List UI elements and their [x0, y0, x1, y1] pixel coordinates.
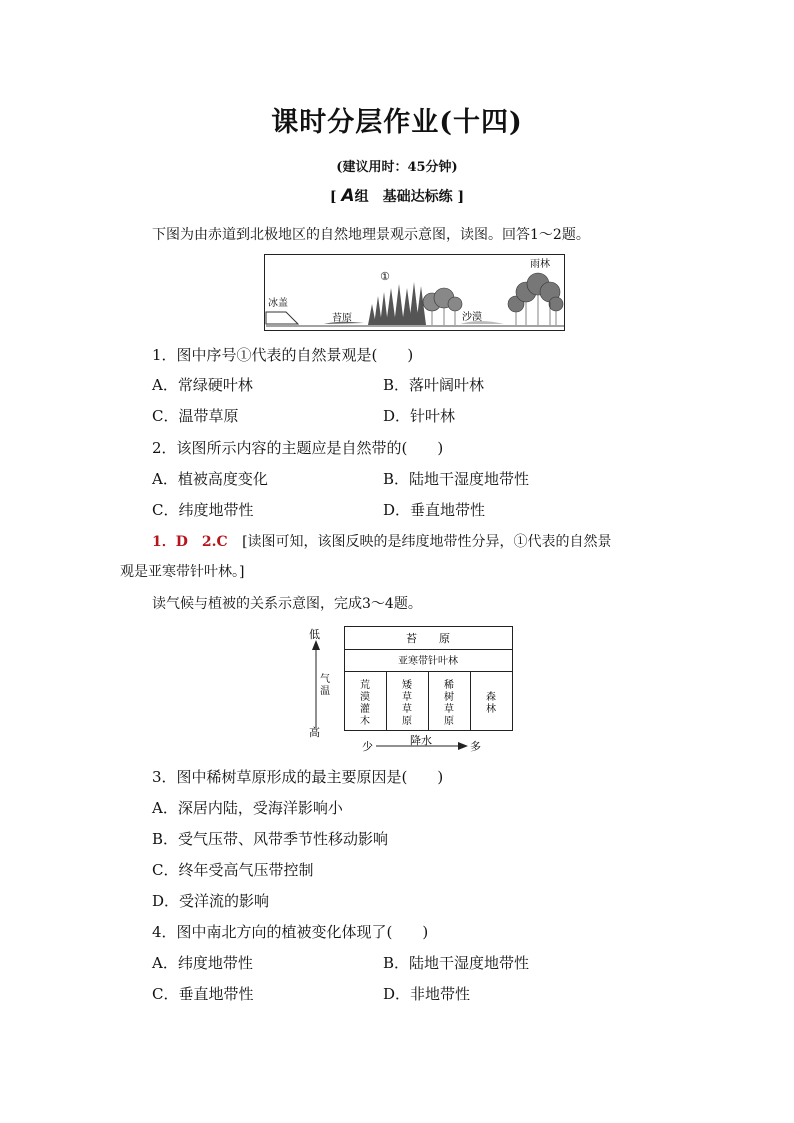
- q4-option-c: C．垂直地带性: [152, 985, 254, 1003]
- q2-option-d: D．垂直地带性: [383, 501, 486, 519]
- q1-option-b: B．落叶阔叶林: [383, 376, 485, 394]
- col2-char-2: 草: [402, 692, 412, 703]
- q3-option-b: B．受气压带、风带季节性移动影响: [152, 830, 389, 848]
- desert-label: 沙漠: [462, 312, 482, 323]
- q2-option-a: A．植被高度变化: [152, 470, 268, 488]
- ice-label: 冰盖: [268, 298, 288, 309]
- axis-high: 高: [309, 726, 320, 739]
- col4-char-2: 林: [486, 704, 496, 715]
- q3-option-d: D．受洋流的影响: [152, 892, 270, 910]
- q4-option-d: D．非地带性: [383, 985, 471, 1003]
- axis-less: 少: [362, 740, 373, 753]
- col3-char-1: 稀: [444, 680, 454, 691]
- answer-1-2: [152, 531, 612, 551]
- col3-char-2: 树: [444, 692, 454, 703]
- col1-char-3: 灌: [360, 704, 370, 715]
- col1-char-1: 荒: [360, 680, 370, 691]
- axis-more: 多: [470, 740, 481, 753]
- q1-option-c: C．温带草原: [152, 407, 239, 425]
- group-bracket-left: [: [329, 189, 337, 205]
- intro-text-2: 读气候与植被的关系示意图，完成3～4题。: [152, 596, 422, 612]
- cell-tundra: 苔 原: [406, 632, 450, 645]
- axis-low: 低: [309, 628, 320, 641]
- col2-char-4: 原: [402, 716, 412, 727]
- col3-char-3: 草: [444, 704, 454, 715]
- q2-stem: 2．该图所示内容的主题应是自然带的( ): [152, 439, 444, 457]
- group-text: 组 基础达标练: [354, 189, 453, 205]
- landscape-figure: [264, 254, 566, 332]
- marker-label: ①: [380, 270, 390, 283]
- q1-option-d: D．针叶林: [383, 407, 456, 425]
- group-heading: [0, 186, 794, 206]
- col4-char-1: 森: [486, 692, 496, 703]
- axis-precip: 降水: [410, 734, 432, 747]
- q4-stem: 4．图中南北方向的植被变化体现了( ): [152, 923, 429, 941]
- q3-stem: 3．图中稀树草原形成的最主要原因是( ): [152, 768, 444, 786]
- intro-text-1: 下图为由赤道到北极地区的自然地理景观示意图，读图。回答1～2题。: [152, 227, 590, 243]
- q4-option-a: A．纬度地带性: [152, 954, 253, 972]
- col1-char-4: 木: [360, 716, 370, 727]
- time-hint: (建议用时：45分钟): [336, 160, 458, 175]
- rainforest-label: 雨林: [530, 259, 550, 270]
- page-title: 课时分层作业(十四): [271, 107, 523, 138]
- col3-char-4: 原: [444, 716, 454, 727]
- q2-option-c: C．纬度地带性: [152, 501, 254, 519]
- q1-option-a: A．常绿硬叶林: [152, 376, 253, 394]
- group-bracket-right: ]: [457, 189, 465, 205]
- axis-temp-2: 温: [320, 686, 330, 697]
- q4-option-b: B．陆地干湿度地带性: [383, 954, 530, 972]
- tundra-label: 苔原: [332, 313, 352, 324]
- q3-option-a: A．深居内陆，受海洋影响小: [152, 799, 343, 817]
- answer-explain-line1: [读图可知，该图反映的是纬度地带性分异，①代表的自然景: [242, 534, 612, 550]
- group-letter: A: [341, 186, 355, 206]
- q3-option-c: C．终年受高气压带控制: [152, 861, 314, 879]
- climate-vegetation-figure: [306, 624, 520, 758]
- q2-option-b: B．陆地干湿度地带性: [383, 470, 530, 488]
- answer-explain-line2: 观是亚寒带针叶林。]: [120, 564, 245, 580]
- cell-taiga: 亚寒带针叶林: [398, 656, 458, 667]
- col1-char-2: 漠: [360, 692, 370, 703]
- answer-keys: 1．D 2.C: [152, 534, 228, 550]
- q1-stem: 1．图中序号①代表的自然景观是( ): [152, 346, 414, 364]
- col2-char-1: 矮: [402, 680, 412, 691]
- col2-char-3: 草: [402, 704, 412, 715]
- axis-temp-1: 气: [320, 674, 330, 685]
